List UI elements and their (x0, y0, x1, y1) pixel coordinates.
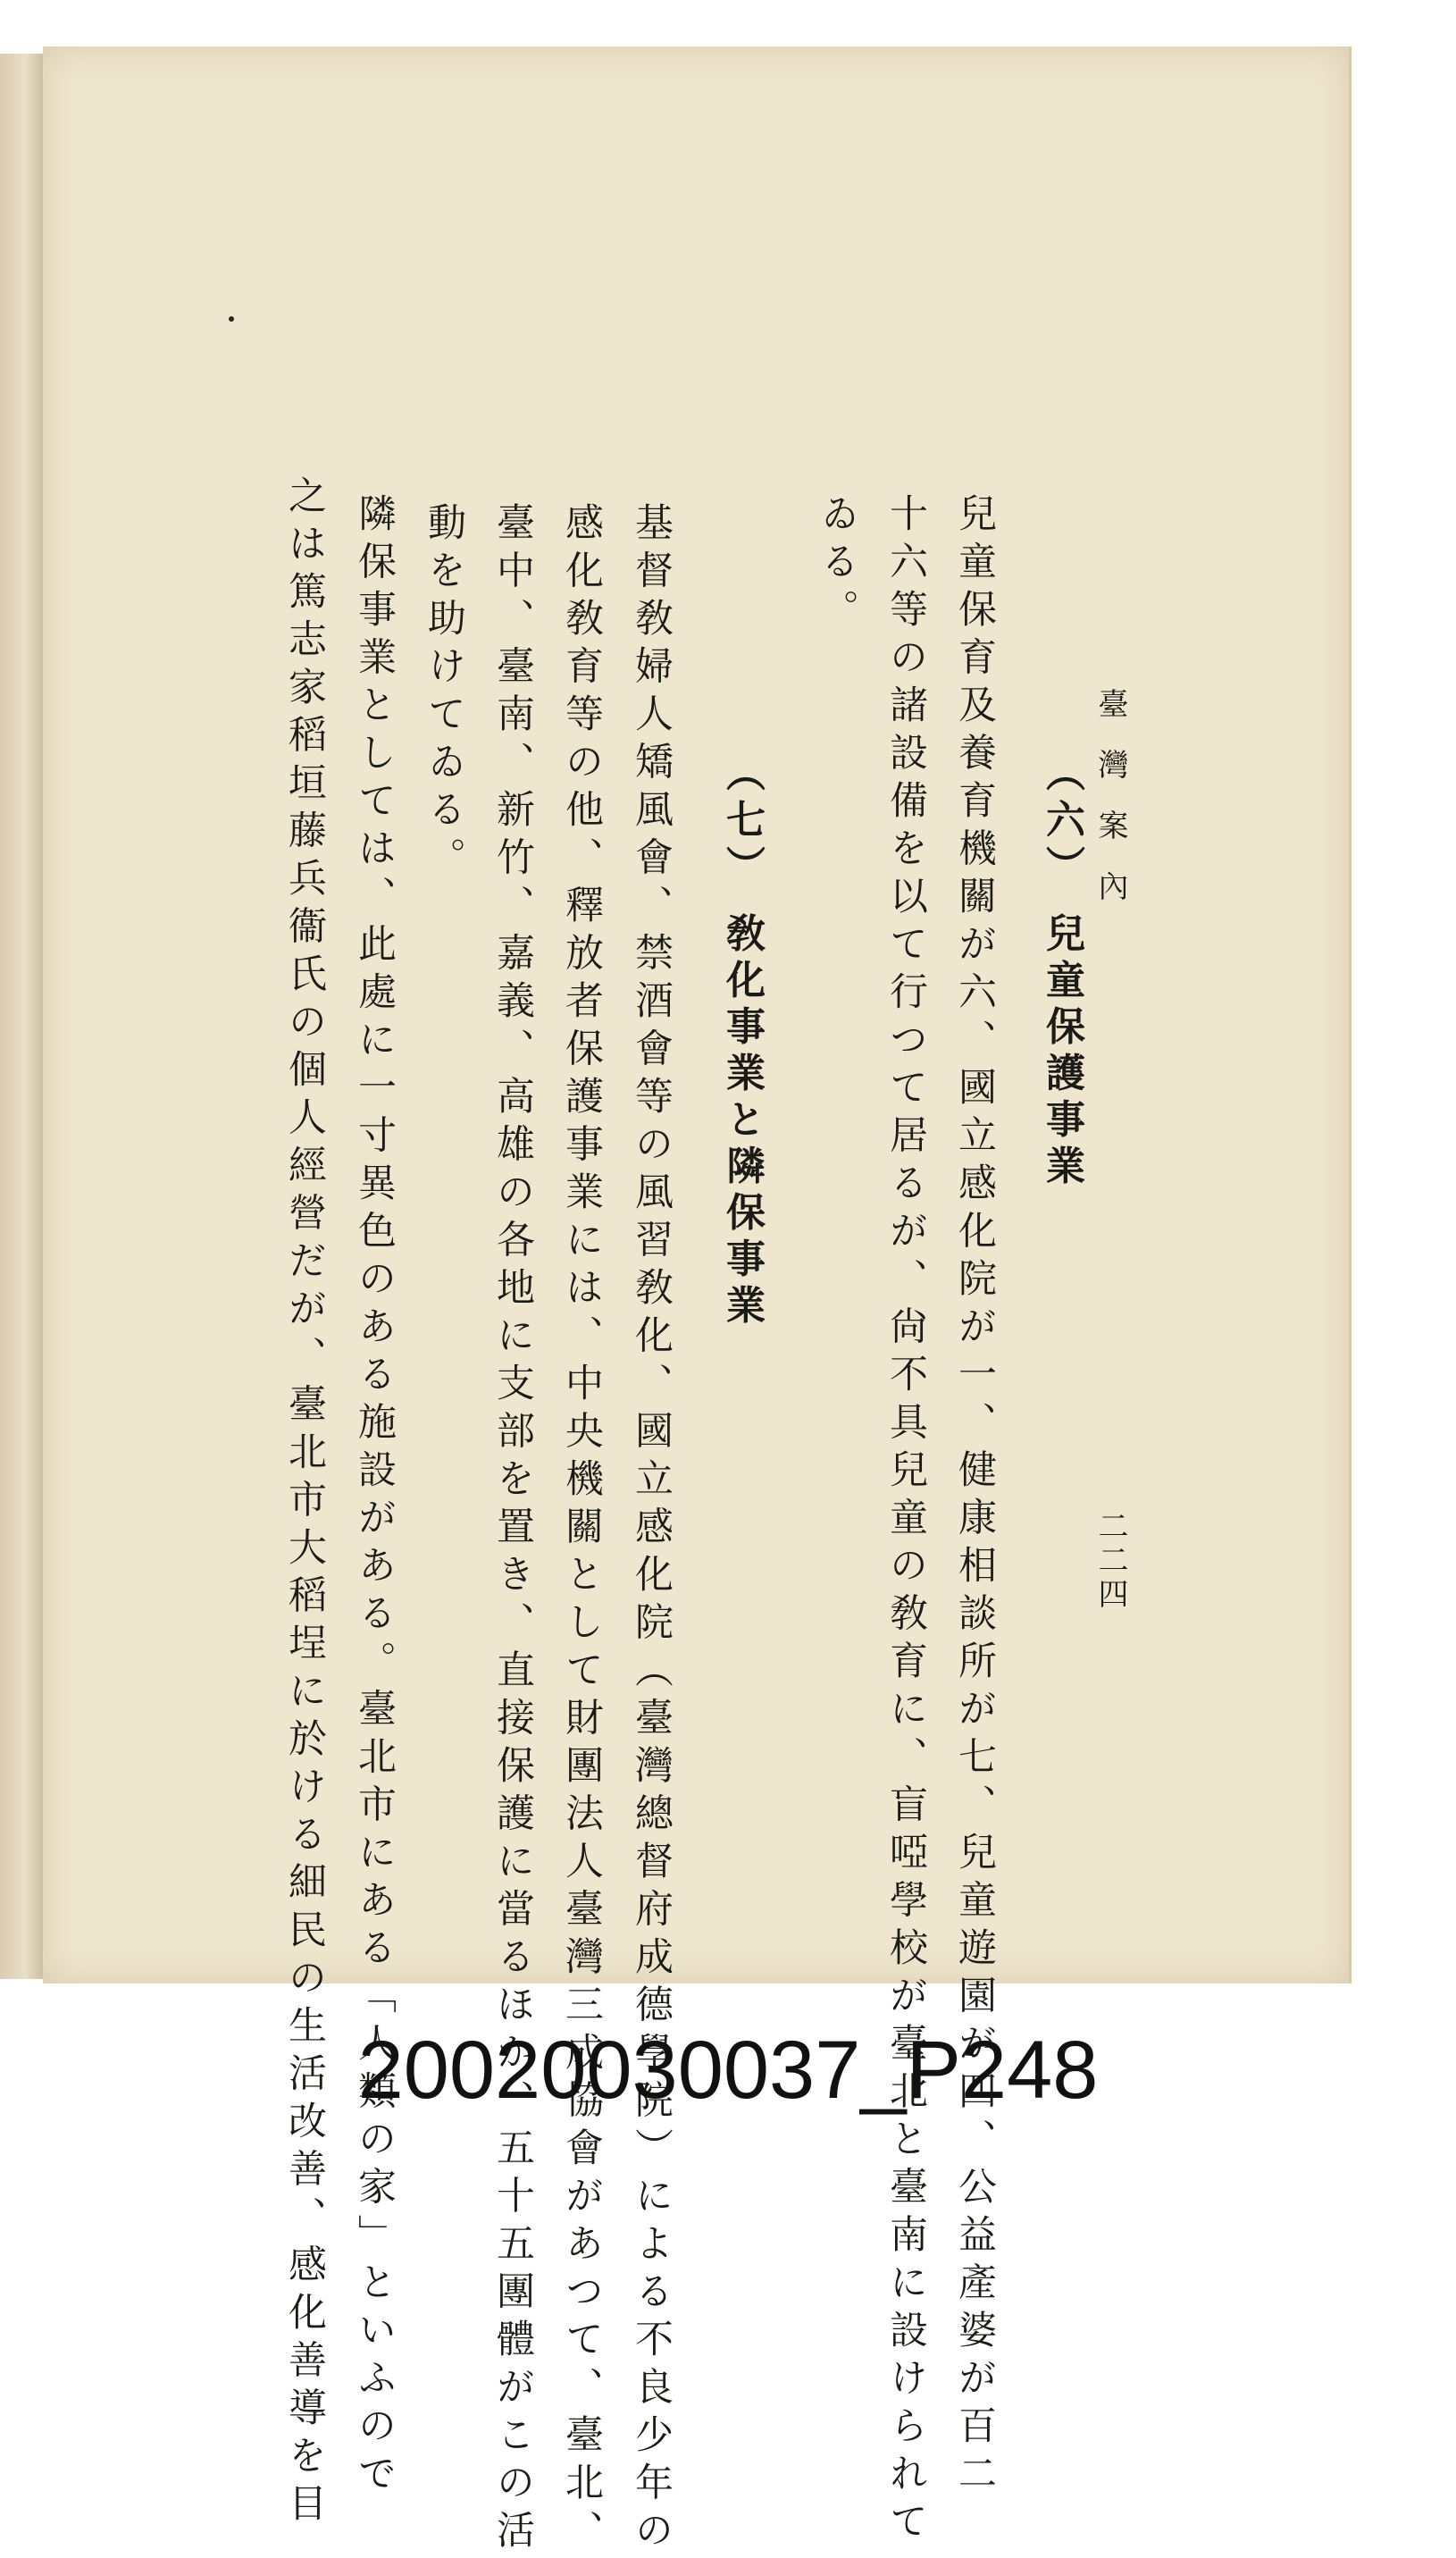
running-header-title: 臺灣案內 (1092, 688, 1128, 931)
page-number: 二二四 (1092, 1510, 1128, 1612)
body-line: 動を助けてゐる。 (422, 502, 466, 885)
archive-id-caption: 20020030037_P248 (357, 2025, 1099, 2116)
body-line: 感化敎育等の他、釋放者保護事業には、中央機關として財團法人臺灣三成協會があつて、臺北、 (559, 502, 604, 2558)
ink-spot (229, 316, 234, 322)
body-line: 基督敎婦人矯風會、禁酒會等の風習敎化、國立感化院（臺灣總督府成德學院）による不良少年の (629, 502, 674, 2558)
section-heading-6: （六） 兒童保護事業 (1039, 752, 1084, 1192)
body-line: 臺中、臺南、新竹、嘉義、高雄の各地に支部を置き、直接保護に當るほか、五十五團體がこの活 (490, 502, 535, 2558)
body-line: 十六等の諸設備を以て行つて居るが、尙不具兒童の敎育に、盲啞學校が臺北と臺南に設けられて (883, 493, 928, 2549)
body-line: 隣保事業としては、此處に一寸異色のある施設がある。臺北市にある「人類の家」といふので (352, 493, 397, 2501)
body-line: ゐる。 (815, 493, 859, 637)
left-page-edge (0, 54, 45, 1979)
section-heading-7: （七） 敎化事業と隣保事業 (719, 752, 765, 1331)
body-line: 兒童保育及養育機關が六、國立感化院が一、健康相談所が七、兒童遊園が四、公益產婆が百二 (952, 493, 997, 2501)
body-line: 之は篤志家稻垣藤兵衞氏の個人經營だが、臺北市大稻埕に於ける細民の生活改善、感化善導を目 (282, 475, 327, 2531)
